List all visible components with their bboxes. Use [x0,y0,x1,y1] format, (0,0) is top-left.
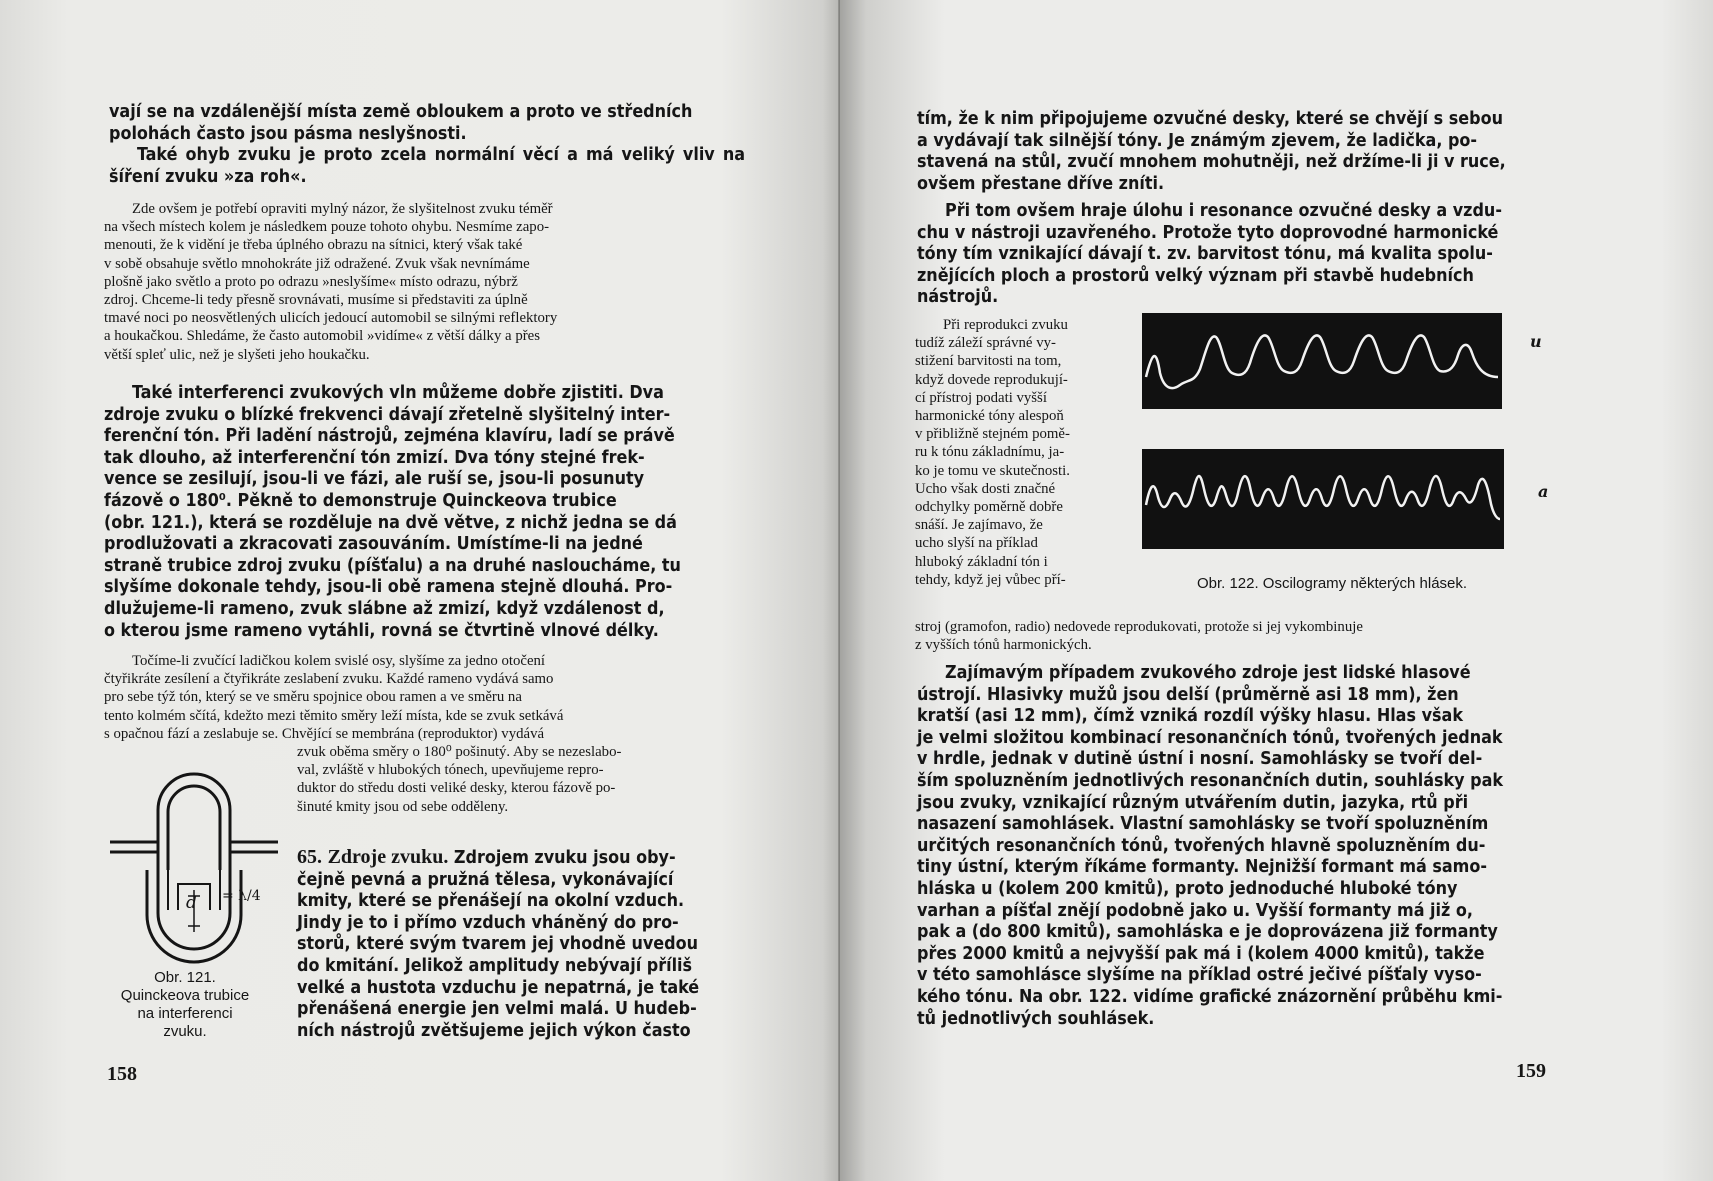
note-line: větší spleť ulic, než je slyšeti jeho houkačku. [104,346,370,363]
left-interference-paragraph [104,382,746,641]
text-line: znějících ploch a prostorů velký význam při stavbě hudebních [917,264,1474,286]
text-line: varhan a píšťal znějí podobně jako u. Vyšší formanty má již o, [917,899,1473,921]
note-line: ucho slyší na příklad [915,535,1038,552]
note-line: odchylky poměrně dobře [915,499,1063,516]
text-line: v hrdle, jednak v dutině ústní i nosní. Samohlásky se tvoří del- [917,748,1483,770]
right-page [840,0,1713,1181]
text-line: chu v nástroji uzavřeného. Protože tyto doprovodné harmonické [917,221,1499,243]
oscillogram-a-trace [1142,449,1504,549]
text-line: kého tónu. Na obr. 122. vidíme grafické znázornění průběhu kmi- [917,985,1503,1007]
note-line: zdroj. Chceme-li tedy přesně srovnávati, musíme si představiti za úplně [104,292,528,309]
text-line: o kterou jsme rameno vytáhli, rovná se čtvrtině vlnové délky. [104,619,659,641]
note-line: s opačnou fází a zeslabuje se. Chvějící se membrána (reproduktor) vydává [104,725,545,742]
oscillogram-a-label: a [1538,482,1549,501]
left-small-note-2-narrow [297,743,745,816]
note-line: a houkačkou. Shledáme, že často automobil »vidíme« z větší dálky a přes [104,328,540,345]
note-line: plošně jako světlo a proto po odrazu »neslyšíme« místo odrazu, nýbrž [104,273,518,290]
left-top-paragraph [109,101,745,187]
text-line: straně trubice zdroj zvuku (píšťalu) a na druhé nasloucháme, tu [104,554,681,576]
text-line: tů jednotlivých souhlásek. [917,1007,1155,1029]
note-line: v přibližně stejném pomě- [915,426,1070,443]
figure-121-d-label: d [186,893,197,913]
text-line: přes 2000 kmitů a nejvyšší pak má i (kolem 4000 kmitů), takže [917,942,1485,964]
text-line: Také interferenci zvukových vln můžeme dobře zjistiti. Dva [132,382,664,403]
text-line: je velmi složitou kombinací resonančních tónů, tvořených jednak [917,726,1503,748]
note-line: zvuk oběma směry o 180⁰ pošinutý. Aby se nezeslabo- [297,744,622,760]
text-line: kratší (asi 12 mm), čímž vzniká rozdíl výšky hlasu. Hlas však [917,705,1463,727]
oscillogram-u-label: u [1530,332,1542,351]
note-line: tento kolmém sčítá, kdežto mezi těmito směry leží místa, kde se zvuk setkává [104,707,564,724]
right-voice-paragraph [917,662,1557,1029]
text-line: ovšem přestane dříve zníti. [917,172,1165,194]
text-line: nasazení samohlásek. Vlastní samohlásky se tvoří spoluzněním [917,813,1489,835]
note-line: tmavé noci po neosvětlených ulicích jedoucí automobil se silnými reflektory [104,310,558,327]
text-line: polohách často jsou pásma neslyšnosti. [109,122,467,144]
right-small-note-narrow [915,316,1113,589]
text-line: nástrojů. [917,286,999,308]
text-line: přenášená energie jen velmi malá. U hudeb- [297,998,697,1020]
text-line: prodlužovati a zkracovati zasouváním. Umístíme-li na jedné [104,533,643,555]
section-number: 65. [297,846,322,868]
text-line: tiny ústní, kterým říkáme formanty. Nejnižší formant má samo- [917,856,1487,878]
figure-121-formula: = λ/4 [222,888,261,904]
right-resonance-paragraph [917,200,1557,308]
left-page [0,0,848,1181]
note-line: tudíž záleží správné vy- [915,335,1056,352]
oscillogram-a [1142,449,1504,549]
text-span: Zdrojem zvuku jsou oby- [453,847,676,868]
text-line: tak dlouho, až interferenční tón zmizí. Dva tóny stejné frek- [104,446,645,468]
text-line: ferenční tón. Při ladění nástrojů, zejména klavíru, ladí se právě [104,425,675,447]
caption-line: na interferenci [137,1005,233,1022]
note-line: ru k tónu základnímu, ja- [915,444,1065,461]
text-line: určitých resonančních tónů, tvořených hlavně spoluzněním du- [917,834,1486,856]
text-line: Při tom ovšem hraje úlohu i resonance ozvučné desky a vzdu- [945,200,1502,221]
note-line: cí přístroj podati vyšší [915,389,1047,406]
note-line: čtyřikráte zesílení a čtyřikráte zeslabení zvuku. Každé rameno vydává samo [104,671,554,688]
section-title: Zdroje zvuku. [327,846,449,868]
text-line: čejně pevná a pružná tělesa, vykonávající [297,868,674,890]
text-line: ústrojí. Hlasivky mužů jsou delší (průměrně asi 18 mm), žen [917,683,1459,705]
right-small-note-full [915,618,1557,654]
text-line: jsou zvuky, vznikající různým utvářením dutin, jazyka, rtů při [917,791,1469,813]
text-line: tóny tím vznikající dávají t. zv. barvitost tónu, má kvalita spolu- [917,243,1493,265]
left-small-note-1 [104,200,744,364]
text-line: tím, že k nim připojujeme ozvučné desky, které se chvějí s sebou [917,108,1503,129]
left-small-note-2 [104,652,746,743]
note-line: Ucho však dosti značné [915,480,1056,497]
note-line: Při reprodukci zvuku [943,317,1068,333]
text-line: fázově o 180⁰. Pěkně to demonstruje Quinckeova trubice [104,489,617,511]
text-line: storů, které svým tvarem jej vhodně uvedou [297,933,698,955]
text-line: a vydávají tak silnější tóny. Je známým zjevem, že ladička, po- [917,129,1478,151]
text-line: pak a (do 800 kmitů), samohláska e je doprovázena již formanty [917,921,1498,943]
note-line: stroj (gramofon, radio) nedovede reprodukovati, protože si jej vykombinuje [915,619,1363,635]
text-line: (obr. 121.), která se rozděluje na dvě větve, z nichž jedna se dá [104,511,677,533]
note-line: když dovede reprodukují- [915,371,1068,388]
text-line: slyšíme dokonale tehdy, jsou-li obě ramena stejně dlouhá. Pro- [104,576,673,598]
text-line: hláska u (kolem 200 kmitů), proto jednoduché hluboké tóny [917,877,1458,899]
note-line: z vyšších tónů harmonických. [915,637,1092,654]
caption-line: Obr. 121. [154,969,216,986]
text-line: dlužujeme-li rameno, zvuk slábne až zmizí, když vzdálenost d, [104,597,665,619]
text-line: vají se na vzdálenější místa země obloukem a proto ve středních [109,101,693,122]
oscillogram-u-trace [1142,313,1502,409]
page-number-left: 158 [107,1063,137,1085]
note-line: hluboký základní tón i [915,553,1048,570]
oscillogram-u [1142,313,1502,409]
note-line: harmonické tóny alespoň [915,408,1064,425]
caption-line: Quinckeova trubice [120,987,250,1004]
note-line: duktor do středu dosti veliké desky, kterou fázově po- [297,780,616,797]
note-line: pro sebe týž tón, který se ve směru spojnice obou ramen a ve směru na [104,689,522,706]
text-line: kmity, které se přenášejí na okolní vzduch. [297,890,685,912]
note-line: menouti, že k vidění je třeba úplného obrazu na sítnici, který však také [104,237,523,254]
note-line: Točíme-li zvučící ladičkou kolem svislé osy, slyšíme za jedno otočení [132,653,546,669]
quincke-tube-figure [110,760,280,970]
section-65 [297,847,745,1041]
note-line: Zde ovšem je potřebí opraviti mylný názor, že slyšitelnost zvuku téměř [132,201,553,217]
text-line: v této samohlásce slyšíme na příklad ostré ječivé píšťaly vyso- [917,964,1482,986]
figure-121-caption [95,969,275,1041]
text-line: zdroje zvuku o blízké frekvenci dávají zřetelně slyšitelný inter- [104,403,671,425]
text-line: ních nástrojů zvětšujeme jejich výkon často [297,1019,691,1041]
note-line: snáší. Je zajímavo, že [915,517,1043,534]
text-line: Jindy je to i přímo vzduch vháněný do pro- [297,911,679,933]
text-line: ším spoluzněním jednotlivých resonančních dutin, souhlásky pak [917,769,1504,791]
text-line: stavená na stůl, zvučí mnohem mohutněji, než držíme-li ji v ruce, [917,151,1506,173]
note-line: tehdy, když jej vůbec pří- [915,571,1066,588]
note-line: na všech místech kolem je následkem pouze tohoto ohybu. Nesmíme zapo- [104,219,550,236]
note-line: ko je tomu ve skutečnosti. [915,462,1070,479]
text-line [297,847,745,869]
text-line: vence se zesilují, jsou-li ve fázi, ale ruší se, jsou-li posunuty [104,468,645,490]
text-line: velké a hustota vzduchu je nepatrná, je také [297,976,700,998]
page-number-right: 159 [1516,1060,1546,1082]
note-line: stižení barvitosti na tom, [915,353,1062,370]
figure-122-caption: Obr. 122. Oscilogramy některých hlásek. [1196,575,1468,592]
right-top-paragraph [917,108,1557,194]
paragraph-ohyb: Také ohyb zvuku je proto zcela normální věcí a má veliký vliv na šíření zvuku »za roh«. [109,144,745,187]
note-line: v sobě obsahuje světlo mnohokráte již odražené. Zvuk však nevnímáme [104,255,530,272]
caption-line: zvuku. [163,1023,207,1040]
note-line: šinuté kmity jsou od sebe odděleny. [297,798,509,815]
text-line: do kmitání. Jelikož amplitudy nebývají příliš [297,954,693,976]
note-line: val, zvláště v hlubokých tónech, upevňujeme repro- [297,762,604,779]
text-line: Zajímavým případem zvukového zdroje jest lidské hlasové [945,662,1471,683]
